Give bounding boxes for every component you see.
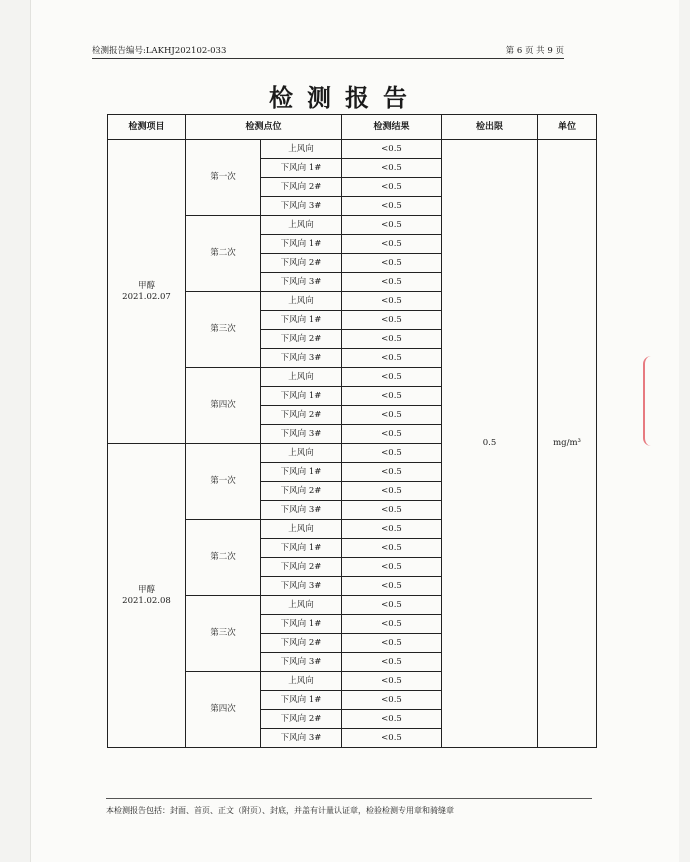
point-cell: 上风向 [261, 596, 342, 615]
result-cell: <0.5 [342, 558, 442, 577]
point-cell: 上风向 [261, 140, 342, 159]
point-cell: 上风向 [261, 292, 342, 311]
point-cell: 下风向 1# [261, 235, 342, 254]
result-cell: <0.5 [342, 178, 442, 197]
result-cell: <0.5 [342, 235, 442, 254]
result-cell: <0.5 [342, 216, 442, 235]
result-cell: <0.5 [342, 254, 442, 273]
result-cell: <0.5 [342, 330, 442, 349]
result-cell: <0.5 [342, 406, 442, 425]
result-cell: <0.5 [342, 197, 442, 216]
table-header-row [108, 115, 597, 140]
point-cell: 下风向 2# [261, 406, 342, 425]
round-cell: 第一次 [186, 140, 261, 216]
round-cell: 第三次 [186, 292, 261, 368]
round-cell: 第二次 [186, 216, 261, 292]
result-cell: <0.5 [342, 349, 442, 368]
item-cell [108, 444, 186, 748]
report-number: 检测报告编号:LAKHJ202102-033 [92, 46, 227, 56]
point-cell: 下风向 1# [261, 387, 342, 406]
point-cell: 上风向 [261, 520, 342, 539]
result-cell: <0.5 [342, 653, 442, 672]
round-cell: 第四次 [186, 368, 261, 444]
result-cell: <0.5 [342, 387, 442, 406]
result-cell: <0.5 [342, 159, 442, 178]
point-cell: 下风向 3# [261, 349, 342, 368]
result-cell: <0.5 [342, 368, 442, 387]
page-title: 检测报告 [269, 83, 421, 112]
point-cell: 下风向 1# [261, 159, 342, 178]
point-cell: 上风向 [261, 216, 342, 235]
point-cell: 下风向 3# [261, 653, 342, 672]
point-cell: 下风向 1# [261, 463, 342, 482]
point-cell: 上风向 [261, 444, 342, 463]
item-date: 2021.02.07 [122, 291, 171, 302]
results-table [107, 114, 597, 748]
item-date: 2021.02.08 [122, 595, 171, 606]
footer-note: 本检测报告包括：封面、首页、正文（附页）、封底，并盖有计量认证章，检验检测专用章和骑缝章 [106, 798, 592, 816]
point-cell: 下风向 2# [261, 254, 342, 273]
result-cell: <0.5 [342, 482, 442, 501]
point-cell: 下风向 2# [261, 178, 342, 197]
round-cell: 第三次 [186, 596, 261, 672]
point-cell: 下风向 2# [261, 482, 342, 501]
seam-stamp [643, 356, 663, 446]
result-cell: <0.5 [342, 501, 442, 520]
result-cell: <0.5 [342, 273, 442, 292]
result-cell: <0.5 [342, 539, 442, 558]
page-header [92, 44, 564, 59]
round-cell: 第一次 [186, 444, 261, 520]
point-cell: 下风向 2# [261, 634, 342, 653]
point-cell: 下风向 3# [261, 273, 342, 292]
item-cell [108, 140, 186, 444]
point-cell: 上风向 [261, 672, 342, 691]
detection-limit-cell: 0.5 [442, 140, 538, 748]
table-row [108, 140, 597, 159]
point-cell: 下风向 2# [261, 558, 342, 577]
point-cell: 上风向 [261, 368, 342, 387]
point-cell: 下风向 3# [261, 577, 342, 596]
result-cell: <0.5 [342, 710, 442, 729]
point-cell: 下风向 1# [261, 615, 342, 634]
point-cell: 下风向 1# [261, 691, 342, 710]
col-header-result: 检测结果 [342, 115, 442, 140]
point-cell: 下风向 2# [261, 330, 342, 349]
item-name: 甲醇 [137, 585, 155, 596]
result-cell: <0.5 [342, 596, 442, 615]
item-name: 甲醇 [137, 281, 155, 292]
col-header-unit: 单位 [538, 115, 597, 140]
result-cell: <0.5 [342, 691, 442, 710]
result-cell: <0.5 [342, 140, 442, 159]
unit-cell: mg/m³ [538, 140, 597, 748]
result-cell: <0.5 [342, 672, 442, 691]
result-cell: <0.5 [342, 292, 442, 311]
point-cell: 下风向 3# [261, 197, 342, 216]
page-info: 第 6 页 共 9 页 [505, 46, 564, 56]
round-cell: 第二次 [186, 520, 261, 596]
result-cell: <0.5 [342, 615, 442, 634]
col-header-limit: 检出限 [442, 115, 538, 140]
result-cell: <0.5 [342, 634, 442, 653]
result-cell: <0.5 [342, 729, 442, 748]
point-cell: 下风向 3# [261, 501, 342, 520]
point-cell: 下风向 1# [261, 539, 342, 558]
point-cell: 下风向 2# [261, 710, 342, 729]
round-cell: 第四次 [186, 672, 261, 748]
result-cell: <0.5 [342, 425, 442, 444]
col-header-item: 检测项目 [108, 115, 186, 140]
col-header-point: 检测点位 [186, 115, 342, 140]
result-cell: <0.5 [342, 463, 442, 482]
point-cell: 下风向 3# [261, 425, 342, 444]
point-cell: 下风向 3# [261, 729, 342, 748]
result-cell: <0.5 [342, 520, 442, 539]
result-cell: <0.5 [342, 444, 442, 463]
result-cell: <0.5 [342, 577, 442, 596]
point-cell: 下风向 1# [261, 311, 342, 330]
result-cell: <0.5 [342, 311, 442, 330]
